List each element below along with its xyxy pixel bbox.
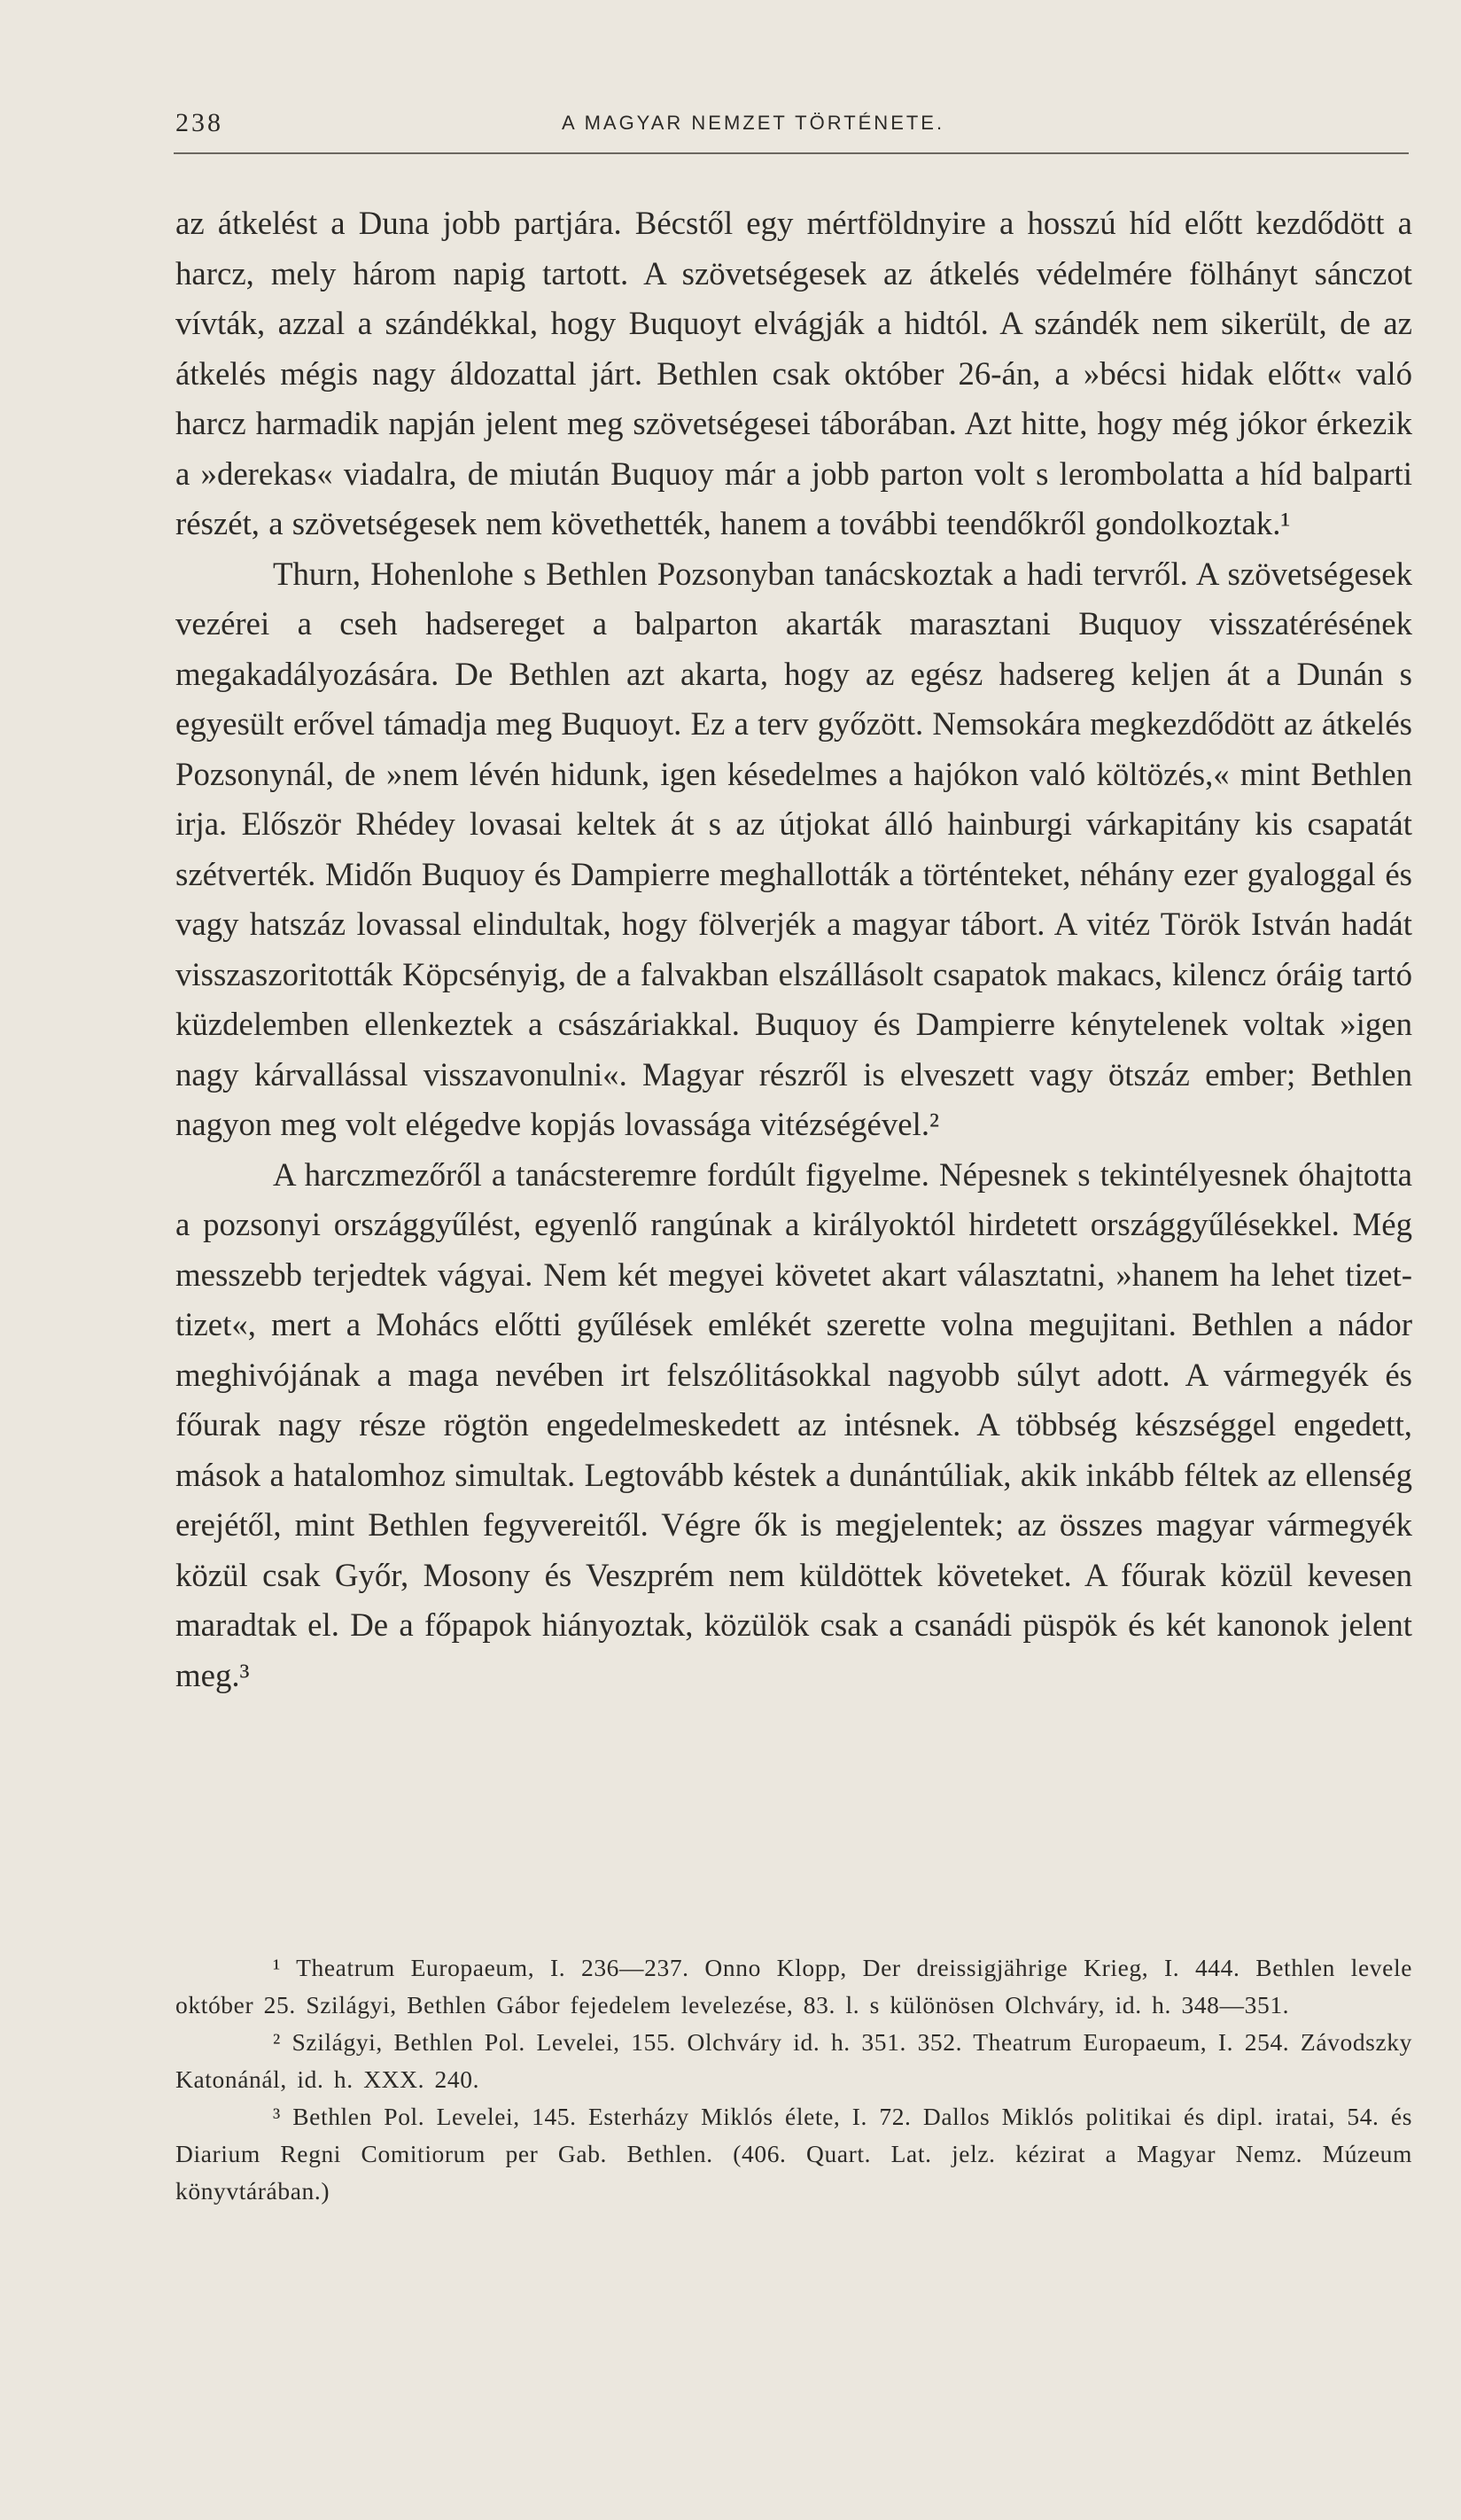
footnote: ¹ Theatrum Europaeum, I. 236—237. Onno Klopp, Der dreissigjährige Krieg, I. 444. Bethlen levele október 25. Szilágyi, Bethlen Gábor fejedelem levelezése, 83. l. s különösen Olchváry, id. h. 348—351.: [175, 1954, 1412, 2018]
footnotes: [175, 1949, 1412, 2210]
page-header: [175, 99, 1409, 149]
paragraph: A harczmezőről a tanácsteremre fordúlt figyelme. Népesnek s tekintélyesnek óhajtotta a pozsonyi országgyűlést, egyenlő rangúnak a királyoktól hirdetett országgyűlésekkel. Még messzebb terjedtek vágyai. Nem két megyei követet akart választatni, »hanem ha lehet tizet-tizet«, mert a Mohács előtti gyűlések emlékét szerette volna megujitani. Bethlen a nádor meghivójának a maga nevében irt felszólitásokkal nagyobb súlyt adott. A vármegyék és főurak nagy része rögtön engedelmeskedett az intésnek. A többség készséggel engedett, mások a hatalomhoz simultak. Legtovább késtek a dunántúliak, akik inkább féltek az ellenség erejétől, mint Bethlen fegyvereitől. Végre ők is megjelentek; az összes magyar vármegyék közül csak Győr, Mosony és Veszprém nem küldöttek követeket. A főurak közül kevesen maradtak el. De a főpapok hiányoztak, közülök csak a csanádi püspök és két kanonok jelent meg.³: [175, 1155, 1412, 1693]
page-number: 238: [175, 108, 223, 137]
main-text: [175, 198, 1412, 1700]
paragraph: az átkelést a Duna jobb partjára. Bécstől egy mértföldnyire a hosszú híd előtt kezdődött a harcz, mely három napig tartott. A szövetségesek az átkelés védelmére fölhányt sánczot vívták, azzal a szándékkal, hogy Buquoyt elvágják a hidtól. A szándék nem sikerült, de az átkelés mégis nagy áldozattal járt. Bethlen csak október 26-án, a »bécsi hidak előtt« való harcz harmadik napján jelent meg szövetségesei táborában. Azt hitte, hogy még jókor érkezik a »derekas« viadalra, de miután Buquoy már a jobb parton volt s lerombolatta a híd balparti részét, a szövetségesek nem követhették, hanem a további teendőkről gondolkoztak.¹: [175, 205, 1412, 541]
header-divider: [174, 152, 1409, 154]
running-title: A MAGYAR NEMZET TÖRTÉNETE.: [562, 112, 945, 134]
footnote: ² Szilágyi, Bethlen Pol. Levelei, 155. Olchváry id. h. 351. 352. Theatrum Europaeum, I. 254. Závodszky Katonánál, id. h. XXX. 240.: [175, 2028, 1412, 2093]
paragraph: Thurn, Hohenlohe s Bethlen Pozsonyban tanácskoztak a hadi tervről. A szövetségesek vezérei a cseh hadsereget a balparton akarták marasztani Buquoy visszatérésének megakadályozására. De Bethlen azt akarta, hogy az egész hadsereg keljen át a Dunán s egyesült erővel támadja meg Buquoyt. Ez a terv győzött. Nemsokára megkezdődött az átkelés Pozsonynál, de »nem lévén hidunk, igen késedelmes a hajókon való költözés,« mint Bethlen irja. Először Rhédey lovasai keltek át s az útjokat álló hainburgi várkapitány kis csapatát szétverték. Midőn Buquoy és Dampierre meghallották a történteket, néhány ezer gyaloggal és vagy hatszáz lovassal elindultak, hogy fölverjék a magyar tábort. A vitéz Török István hadát visszaszoritották Köpcsényig, de a falvakban elszállásolt csapatok makacs, kilencz óráig tartó küzdelemben ellenkeztek a császáriakkal. Buquoy és Dampierre kénytelenek voltak »igen nagy kárvallással visszavonulni«. Magyar részről is elveszett vagy ötszáz ember; Bethlen nagyon meg volt elégedve kopjás lovassága vitézségével.²: [175, 555, 1412, 1142]
footnote: ³ Bethlen Pol. Levelei, 145. Esterházy Miklós élete, I. 72. Dallos Miklós politikai és dipl. iratai, 54. és Diarium Regni Comitiorum per Gab. Bethlen. (406. Quart. Lat. jelz. kézirat a Magyar Nemz. Múzeum könyvtárában.): [175, 2103, 1412, 2205]
